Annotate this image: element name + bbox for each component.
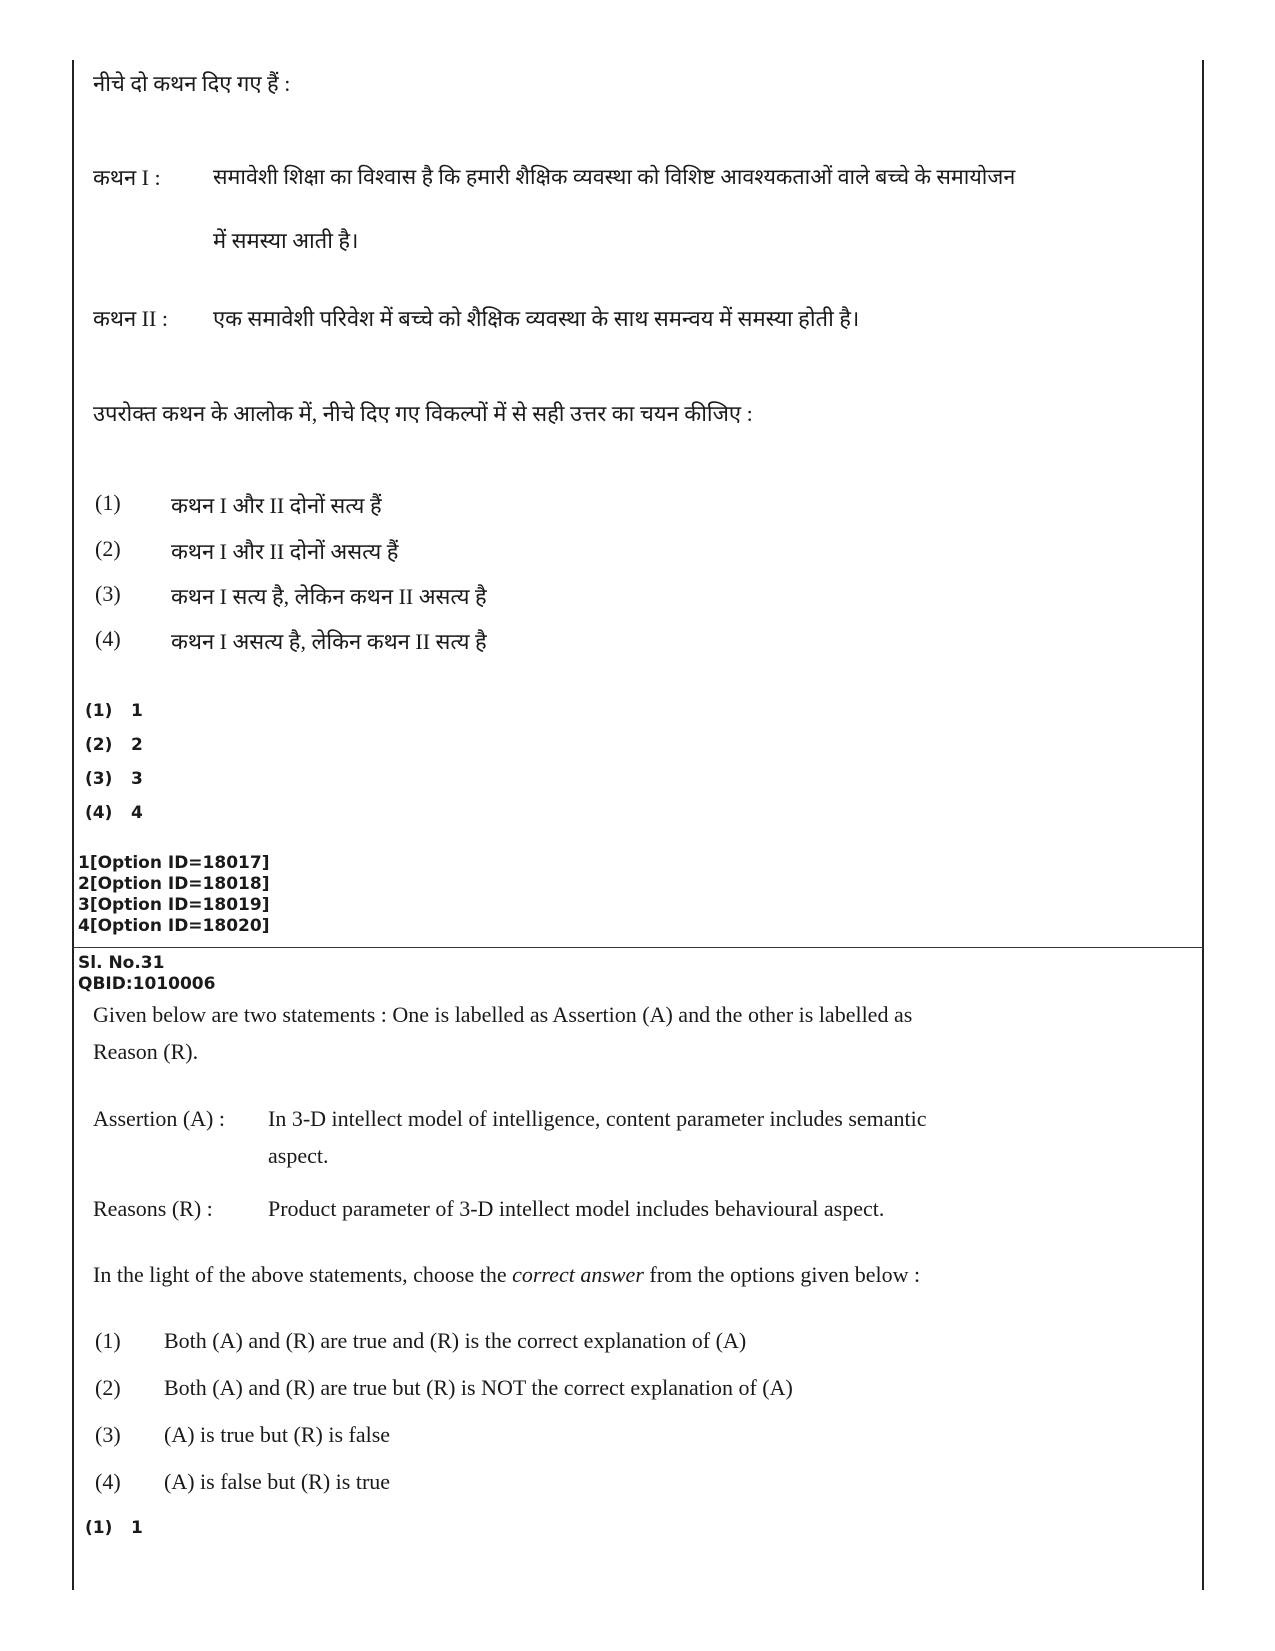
q30-option-id: 1[Option ID=18017] [78,853,270,873]
q30-prompt: उपरोक्त कथन के आलोक में, नीचे दिए गए विकल्पों में से सही उत्तर का चयन कीजिए : [93,401,753,426]
q30-choice-text: कथन I सत्य है, लेकिन कथन II असत्य है [171,584,487,609]
q31-assertion-label: Assertion (A) : [93,1106,225,1131]
answer-val: 2 [131,735,143,755]
q30-statement1-line1: समावेशी शिक्षा का विश्वास है कि हमारी शैक्षिक व्यवस्था को विशिष्ट आवश्यकताओं वाले बच्चे के समायोजन [213,165,1016,189]
q31-prompt-pre: In the light of the above statements, choose the [93,1262,507,1287]
answer-val: 4 [131,803,143,823]
q30-option-id: 4[Option ID=18020] [78,916,270,936]
q30-choice-num: (1) [95,490,121,515]
q30-choice-num: (2) [95,536,121,561]
q30-choice-num: (3) [95,581,121,606]
q30-option-id: 3[Option ID=18019] [78,895,270,915]
answer-num: (3) [85,769,113,789]
q31-intro-line2: Reason (R). [93,1039,199,1064]
q31-assertion-line2: aspect. [268,1143,329,1168]
q31-choice-num: (2) [95,1375,121,1400]
q31-choice-num: (1) [95,1328,121,1353]
q31-intro-line1: Given below are two statements : One is labelled as Assertion (A) and the other is labelled as [93,1002,913,1027]
q31-prompt [93,1262,920,1288]
page-border-right [1202,60,1204,1590]
q31-choice-num: (4) [95,1469,121,1494]
q30-choice-text: कथन I और II दोनों असत्य हैं [171,539,399,564]
q31-reason-label: Reasons (R) : [93,1196,213,1221]
q30-choice-text: कथन I और II दोनों सत्य हैं [171,493,382,518]
answer-val: 1 [131,701,143,721]
q31-qbid: QBID:1010006 [78,974,216,994]
answer-num: (4) [85,803,113,823]
q30-statement1-label: कथन I : [93,165,161,190]
q30-answer-row [85,769,143,789]
answer-num: (2) [85,735,113,755]
answer-val: 3 [131,769,143,789]
page-border-left [72,60,74,1590]
q31-choice-text: (A) is false but (R) is true [164,1469,391,1494]
q31-prompt-post: from the options given below : [649,1262,921,1287]
q31-choice-text: Both (A) and (R) are true and (R) is the correct explanation of (A) [164,1328,747,1353]
q30-answer-row [85,735,143,755]
q31-answer-row [85,1518,143,1538]
q30-choice-num: (4) [95,626,121,651]
q30-choice-text: कथन I असत्य है, लेकिन कथन II सत्य है [171,629,487,654]
answer-val: 1 [131,1518,143,1538]
q31-choice-text: Both (A) and (R) are true but (R) is NOT the correct explanation of (A) [164,1375,793,1400]
q31-choice-text: (A) is true but (R) is false [164,1422,391,1447]
q30-answer-row [85,701,143,721]
q31-reason-text: Product parameter of 3-D intellect model includes behavioural aspect. [268,1196,885,1221]
q31-prompt-emphasis: correct answer [512,1262,644,1287]
q31-serial-number: Sl. No.31 [78,953,165,973]
q31-choice-num: (3) [95,1422,121,1447]
q30-statement2-text: एक समावेशी परिवेश में बच्चे को शैक्षिक व्यवस्था के साथ समन्वय में समस्या होती है। [213,306,860,331]
q30-statement2-label: कथन II : [93,306,168,331]
q30-answer-row [85,803,143,823]
q30-statement1-line2: में समस्या आती है। [213,228,359,253]
answer-num: (1) [85,1518,113,1538]
answer-num: (1) [85,701,113,721]
q30-option-id: 2[Option ID=18018] [78,874,270,894]
question-divider [72,947,1204,948]
q30-intro: नीचे दो कथन दिए गए हैं : [93,71,291,96]
q31-assertion-line1: In 3-D intellect model of intelligence, content parameter includes semantic [268,1106,927,1131]
